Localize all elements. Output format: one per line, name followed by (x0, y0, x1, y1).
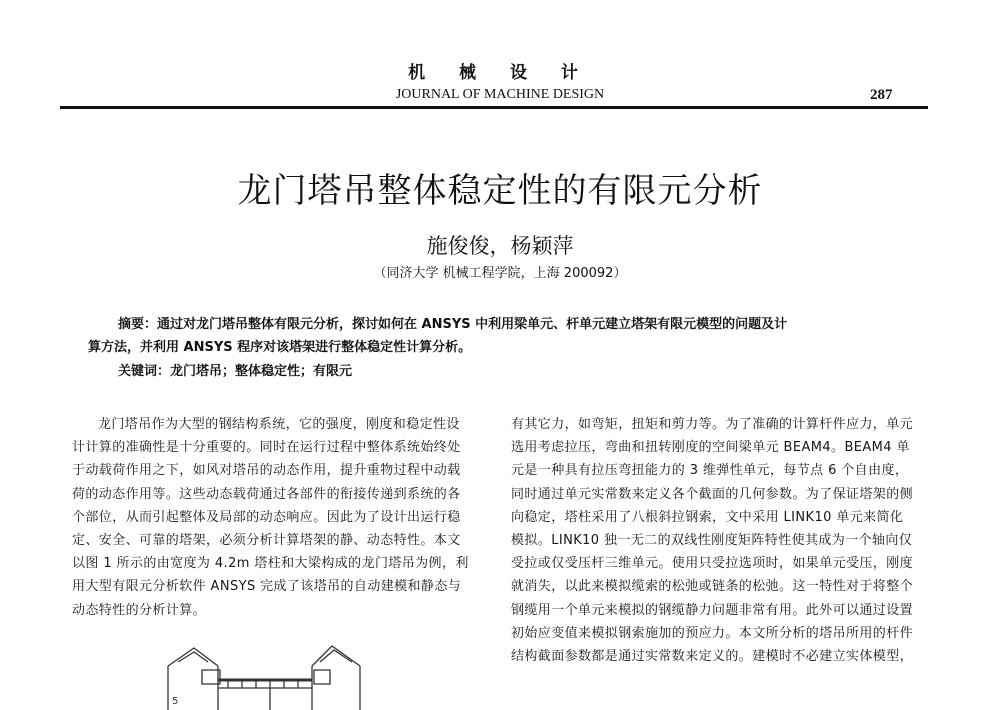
page-number: 287 (870, 87, 893, 103)
abstract (88, 313, 908, 359)
keywords-label: 关键词： (118, 364, 171, 379)
header-rule (60, 106, 928, 109)
article-title: 龙门塔吊整体稳定性的有限元分析 (237, 171, 763, 211)
body-paragraph-right: 有其它力，如弯矩，扭矩和剪力等。为了准确的计算杆件应力，单元选用考虑拉压，弯曲和扭转刚度的空间梁单元 BEAM4。BEAM4 单元是一种具有拉压弯扭能力的 3 维弹性单元，每节点 6 个自由度，同时通过单元实常数来定义各个截面的几何参数。为了保证塔架的侧向稳定，塔柱采用了八根斜拉钢索，文中采用 LINK10 单元来简化模拟。LINK10 独一无二的双线性刚度矩阵特性使其成为一个轴向仅受拉或仅受压杆三维单元。使用只受拉选项时，如果单元受压，刚度就消失，以此来模拟缆索的松弛或链条的松弛。这一特性对于将整个钢缆用一个单元来模拟的钢缆静力问题非常有用。此外可以通过设置初始应变值来模拟钢索施加的预应力。本文所分析的塔吊所用的杆件结构截面参数都是通过实常数来定义的。建模时不必建立实体模型， (511, 417, 914, 665)
body-column-right (511, 413, 915, 668)
journal-name-cn: 机 械 设 计 (408, 63, 592, 83)
keywords-text: 龙门塔吊；整体稳定性；有限元 (170, 364, 353, 379)
figure-1-crane (162, 640, 365, 710)
article-authors: 施俊俊，杨颖萍 (426, 234, 574, 258)
journal-name-en: JOURNAL OF MACHINE DESIGN (395, 87, 605, 102)
article-affiliation: （同济大学 机械工程学院，上海 200092） (373, 266, 627, 281)
body-paragraph-left: 龙门塔吊作为大型的钢结构系统，它的强度，刚度和稳定性设计计算的准确性是十分重要的。同时在运行过程中整体系统始终处于动载荷作用之下，如风对塔吊的动态作用，提升重物过程中动载荷的动态作用等。这些动态载荷通过各部件的衔接传递到系统的各个部位，从而引起整体及局部的动态响应。因此为了设计出运行稳定、安全、可靠的塔架，必须分析计算塔架的静、动态特性。本文以图 1 所示的由宽度为 4.2m 塔柱和大梁构成的龙门塔吊为例，利用大型有限元分析软件 ANSYS 完成了该塔吊的自动建模和静态与动态特性的分析计算。 (72, 417, 469, 618)
abstract-line-2: 算方法，并利用 ANSYS 程序对该塔架进行整体稳定性计算分析。 (88, 340, 472, 355)
body-column-left (72, 413, 470, 622)
abstract-label: 摘要： (118, 317, 158, 332)
keywords (118, 360, 352, 379)
abstract-line-1: 通过对龙门塔吊整体有限元分析，探讨如何在 ANSYS 中利用梁单元、杆单元建立塔架有限元模型的问题及计 (157, 317, 788, 332)
figure-label-5: 5 (172, 696, 179, 707)
